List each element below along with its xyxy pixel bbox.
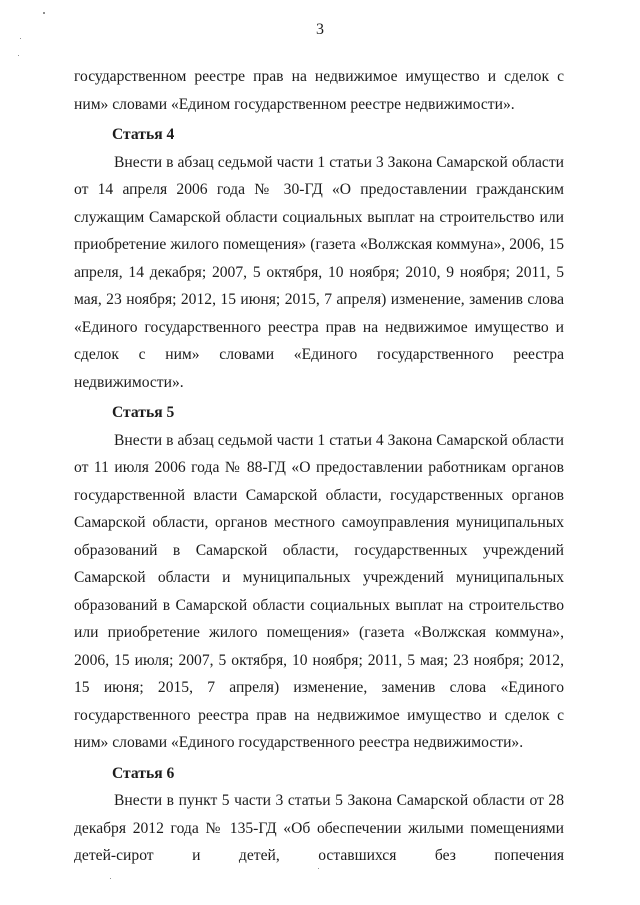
article-6-text: Внести в пункт 5 части 3 статьи 5 Закона Самарской области от 28 декабря 2012 года № 135-ГД «Об обеспечении жилыми помещениями детей-сирот и детей, оставшихся без попечения bbox=[74, 792, 564, 864]
document-body bbox=[74, 63, 564, 870]
scan-speck bbox=[18, 55, 19, 56]
article-4-text: Внести в абзац седьмой части 1 статьи 3 Закона Самарской области от 14 апреля 2006 года № 30-ГД «О предоставлении гражданским служащим Самарской области социальных выплат на строительство или приобретение жилого помещения» (газета «Волжская коммуна», 2006, 15 апреля, 14 декабря; 2007, 5 октября, 10 ноября; 2010, 9 ноября; 2011, 5 мая, 23 ноября; 2012, 15 июня; 2015, 7 апреля) изменение, заменив слова «Единого государственного реестра прав на недвижимое имущество и сделок с ним» словами «Единого государственного реестра недвижимости». bbox=[74, 153, 564, 391]
article-5-heading: Статья 5 bbox=[112, 404, 175, 421]
article-4-heading: Статья 4 bbox=[112, 126, 175, 143]
article-6-heading: Статья 6 bbox=[112, 764, 175, 782]
scan-speck bbox=[110, 878, 111, 879]
intro-paragraph: государственном реестре прав на недвижимое имущество и сделок с ним» словами «Едином государственном реестре недвижимости». bbox=[74, 68, 564, 113]
scan-speck bbox=[43, 12, 45, 14]
article-5-text: Внести в абзац седьмой части 1 статьи 4 Закона Самарской области от 11 июля 2006 года № 88-ГД «О предоставлении работникам органов государственной власти Самарской области, государственных органов Самарской области, органов местного самоуправления муниципальных образований в Самарской области, государственных учреждений Самарской области и муниципальных учреждений муниципальных образований в Самарской области социальных выплат на строительство или приобретение жилого помещения» (газета «Волжская коммуна», 2006, 15 июля; 2007, 5 октября, 10 ноября; 2011, 5 мая; 23 ноября; 2012, 15 июня; 2015, 7 апреля) изменение, заменив слова «Единого государственного реестра прав на недвижимое имущество и сделок с ним» словами «Единого государственного реестра недвижимости». bbox=[74, 431, 564, 751]
page-number: 3 bbox=[316, 21, 324, 38]
